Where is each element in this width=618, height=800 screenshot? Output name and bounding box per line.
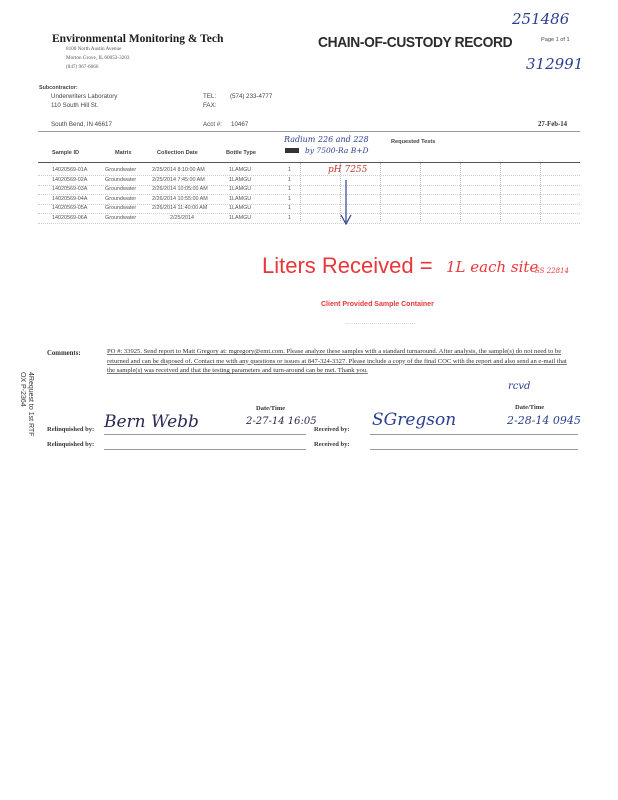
cell-quantity: 1 <box>288 186 291 193</box>
received-line-2 <box>370 449 578 450</box>
handwritten-reference-number: 312991 <box>526 55 584 73</box>
cell-matrix: Groundwater <box>105 167 137 173</box>
tel-label: TEL: <box>203 93 217 100</box>
handwritten-workorder-number: 251486 <box>512 10 570 28</box>
handwritten-liters-value: 1L each site <box>446 258 539 276</box>
col-header-collection-date: Collection Date <box>157 150 198 156</box>
account-label: Acct #: <box>203 121 222 128</box>
cell-collection-date: 2/25/2014 <box>170 215 194 221</box>
subcontractor-name: Underwriters Laboratory <box>51 93 118 100</box>
subcontractor-street: 110 South Hill St. <box>51 102 99 109</box>
received-datetime-header: Date/Time <box>515 404 545 411</box>
cell-sample-id: 14020569-03A <box>52 186 88 193</box>
received-by-label-1: Received by: <box>314 426 350 433</box>
cell-collection-date: 2/26/2014 11:40:00 AM <box>152 205 208 212</box>
cell-quantity: 1 <box>288 176 291 183</box>
cell-collection-date: 2/25/2014 7:45:00 AM <box>152 176 205 183</box>
account-number: 10467 <box>231 121 249 128</box>
handwritten-liters-initials: SS 22814 <box>535 267 569 275</box>
company-address-line2: Morton Grove, IL 60053-3203 <box>66 55 130 61</box>
company-address-line1: 8100 North Austin Avenue <box>66 46 122 52</box>
cell-matrix: Groundwater <box>105 215 137 221</box>
handwritten-test-note-1: Radium 226 and 228 <box>284 135 369 144</box>
col-header-sample-id: Sample ID <box>52 150 80 156</box>
row-divider <box>38 223 580 224</box>
cell-bottle-type: 1LAMGU <box>229 176 252 183</box>
cell-bottle-type: 1LAMGU <box>229 205 252 212</box>
grid-line <box>380 163 381 221</box>
relinquished-line-2 <box>104 449 306 450</box>
arrow-down-icon <box>338 178 354 228</box>
side-stamp-line1: 4Request to 1st RTF <box>27 372 34 437</box>
grid-line <box>460 163 461 221</box>
fax-label: FAX: <box>203 102 217 109</box>
cell-bottle-type: 1LAMGU <box>229 195 252 202</box>
cell-quantity: 1 <box>288 215 291 221</box>
cell-collection-date: 2/25/2014 8:10:00 AM <box>152 167 205 173</box>
subcontractor-city: South Bend, IN 46617 <box>51 121 112 128</box>
page-title: CHAIN-OF-CUSTODY RECORD <box>318 34 513 51</box>
company-name: Environmental Monitoring & Tech <box>52 33 224 45</box>
liters-received-stamp: Liters Received = <box>262 253 433 278</box>
table-header-divider <box>38 162 580 163</box>
comments-label: Comments: <box>47 350 81 357</box>
handwritten-ph-note: pH 7255 <box>328 165 368 175</box>
side-stamp-line2: OX P-2364 <box>19 372 26 407</box>
cell-matrix: Groundwater <box>105 205 137 212</box>
handwritten-rcvd-note: rcvd <box>508 381 531 392</box>
relinquished-by-label-1: Relinquished by: <box>47 426 95 433</box>
page-number: Page 1 of 1 <box>541 37 570 43</box>
received-datetime: 2-28-14 0945 <box>507 414 581 427</box>
cell-sample-id: 14020569-01A <box>52 167 88 173</box>
grid-line <box>540 163 541 221</box>
handwritten-test-note-2: by 7500-Ra B+D <box>305 146 369 155</box>
cell-quantity: 1 <box>288 167 291 173</box>
received-line-1 <box>370 434 578 435</box>
cell-bottle-type: 1LAMGU <box>229 167 252 173</box>
cell-sample-id: 14020569-04A <box>52 195 88 202</box>
col-header-requested-tests: Requested Tests <box>391 139 436 145</box>
company-phone: (847) 967-6666 <box>66 64 99 70</box>
cell-matrix: Groundwater <box>105 195 137 202</box>
relinquished-line-1 <box>104 434 306 435</box>
received-by-label-2: Received by: <box>314 441 350 448</box>
record-date: 27-Feb-14 <box>538 121 568 128</box>
header-divider <box>38 131 580 132</box>
faint-stamp-mark <box>345 323 415 327</box>
relinquished-signature: Bern Webb <box>104 412 199 432</box>
grid-line <box>300 163 301 221</box>
relinquished-datetime: 2-27-14 16:05 <box>246 416 317 427</box>
cell-matrix: Groundwater <box>105 186 137 193</box>
tel-value: (574) 233-4777 <box>230 93 273 100</box>
subcontractor-label: Subcontractor: <box>39 85 78 91</box>
cell-quantity: 1 <box>288 195 291 202</box>
cell-bottle-type: 1LAMGU <box>229 186 252 193</box>
col-header-matrix: Matrix <box>115 150 132 156</box>
col-header-bottle-type: Bottle Type <box>226 150 257 156</box>
relinquished-datetime-header: Date/Time <box>256 405 286 412</box>
grid-line <box>420 163 421 221</box>
comments-text: PO #: 33925. Send report to Matt Gregory at: mgregory@emt.com. Please analyze these samples with a standard turnaround. After analysis, the sample(s) do not need to be returned and can be disposed of. Contact me with any questions or issues at 847-324-3327. Please include a copy of the final COC with the report and also send an e-mail that the sample(s) was received and that the testing parameters and turn-around can be met. Thank you. <box>107 348 567 375</box>
cell-sample-id: 14020569-06A <box>52 215 88 221</box>
cell-sample-id: 14020569-02A <box>52 176 88 183</box>
cell-collection-date: 2/26/2014 10:55:00 AM <box>152 195 208 202</box>
side-stamp <box>18 372 34 436</box>
redaction-mark <box>285 148 299 153</box>
cell-bottle-type: 1LAMGU <box>229 215 252 221</box>
grid-line <box>500 163 501 221</box>
relinquished-by-label-2: Relinquished by: <box>47 441 95 448</box>
cell-sample-id: 14020569-05A <box>52 205 88 212</box>
received-signature: SGregson <box>372 410 457 430</box>
client-provided-stamp: Client Provided Sample Container <box>321 301 434 308</box>
cell-quantity: 1 <box>288 205 291 212</box>
cell-matrix: Groundwater <box>105 176 137 183</box>
cell-collection-date: 2/26/2014 10:05:00 AM <box>152 186 208 193</box>
